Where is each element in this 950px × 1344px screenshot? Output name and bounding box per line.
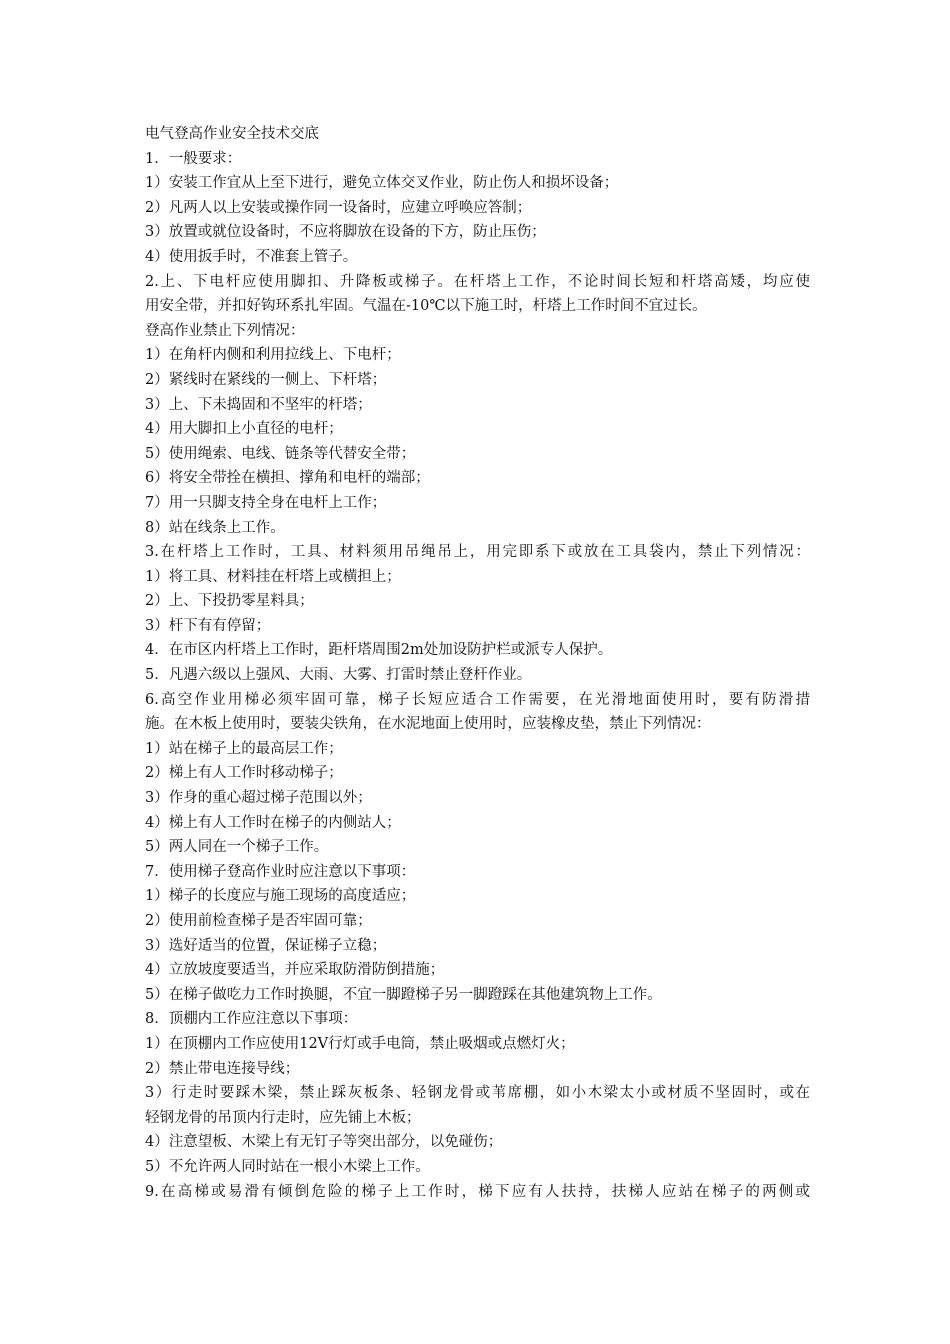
paragraph-line: 4．在市区内杆塔上工作时，距杆塔周围2m处加设防护栏或派专人保护。 [145,642,613,659]
list-item: 4）注意望板、木梁上有无钉子等突出部分，以免碰伤； [145,1134,503,1151]
list-item: 5）不允许两人同时站在一根小木梁上工作。 [145,1158,430,1175]
list-item: 2）上、下投扔零星料具； [145,593,314,610]
list-item: 4）梯上有人工作时在梯子的内侧站人； [145,814,401,831]
list-item: 2）凡两人以上安装或操作同一设备时，应建立呼唤应答制； [145,199,532,216]
list-item: 3）选好适当的位置，保证梯子立稳； [145,937,387,954]
section-heading: 登高作业禁止下列情况： [145,322,305,339]
paragraph-line: 3.在杆塔上工作时，工具、材料须用吊绳吊上，用完即系下或放在工具袋内，禁止下列情况： [145,544,810,561]
list-item: 1）在顶棚内工作应使用12V行灯或手电筒，禁止吸烟或点燃灯火； [145,1035,575,1052]
list-item: 8）站在线条上工作。 [145,519,285,536]
paragraph-line: 用安全带，并扣好钩环系扎牢固。气温在-10℃以下施工时，杆塔上工作时间不宜过长。 [145,298,707,315]
list-item: 2）使用前检查梯子是否牢固可靠； [145,913,372,929]
list-item: 2）梯上有人工作时移动梯子； [145,765,343,782]
document-title: 电气登高作业安全技术交底 [145,126,319,142]
section-heading: 7．使用梯子登高作业时应注意以下事项： [145,863,416,880]
list-item: 7）用一只脚支持全身在电杆上工作； [145,494,387,511]
list-item: 5）使用绳索、电线、链条等代替安全带； [145,445,416,462]
document-body [145,122,810,1204]
list-item: 3）作身的重心超过梯子范围以外； [145,790,372,807]
section-heading: 8．顶棚内工作应注意以下事项： [145,1011,358,1028]
paragraph-line: 6.高空作业用梯必须牢固可靠，梯子长短应适合工作需要，在光滑地面使用时，要有防滑措 [145,691,810,708]
list-item: 3）放置或就位设备时，不应将脚放在设备的下方，防止压伤； [145,224,546,241]
paragraph-line: 3）行走时要踩木梁，禁止踩灰板条、轻钢龙骨或苇席棚，如小木梁太小或材质不坚固时，或在 [145,1085,810,1102]
list-item: 3）杆下有有停留； [145,617,271,634]
section-heading: 1．一般要求： [145,150,242,167]
list-item: 2）紧线时在紧线的一侧上、下杆塔； [145,371,387,388]
list-item: 3）上、下未捣固和不坚牢的杆塔； [145,396,372,413]
list-item: 5）两人同在一个梯子工作。 [145,839,329,856]
list-item: 6）将安全带拴在横担、撑角和电杆的端部； [145,470,430,487]
list-item: 4）立放坡度要适当，并应采取防滑防倒措施； [145,962,445,979]
list-item: 1）将工具、材料挂在杆塔上或横担上； [145,568,401,585]
list-item: 4）用大脚扣上小直径的电杆； [145,421,343,438]
paragraph-line: 5．凡遇六级以上强风、大雨、大雾、打雷时禁止登杆作业。 [145,667,532,684]
paragraph-line: 2.上、下电杆应使用脚扣、升降板或梯子。在杆塔上工作，不论时间长短和杆塔高矮，均应使 [145,273,810,290]
list-item: 2）禁止带电连接导线； [145,1060,300,1077]
paragraph-line: 9.在高梯或易滑有倾倒危险的梯子上工作时，梯下应有人扶持，扶梯人应站在梯子的两侧或 [145,1183,810,1200]
list-item: 1）梯子的长度应与施工现场的高度适应； [145,888,416,905]
list-item: 1）安装工作宜从上至下进行，避免立体交叉作业，防止伤人和损坏设备； [145,175,619,192]
paragraph-line: 施。在木板上使用时，要装尖铁角，在水泥地面上使用时，应装橡皮垫，禁止下列情况： [145,716,711,733]
paragraph-line: 轻钢龙骨的吊顶内行走时，应先铺上木板； [145,1109,421,1126]
list-item: 1）站在梯子上的最高层工作； [145,740,343,757]
list-item: 4）使用扳手时，不准套上管子。 [145,248,358,265]
list-item: 1）在角杆内侧和利用拉线上、下电杆； [145,347,401,364]
list-item: 5）在梯子做吃力工作时换腿，不宜一脚蹬梯子另一脚蹬踩在其他建筑物上工作。 [145,986,662,1003]
